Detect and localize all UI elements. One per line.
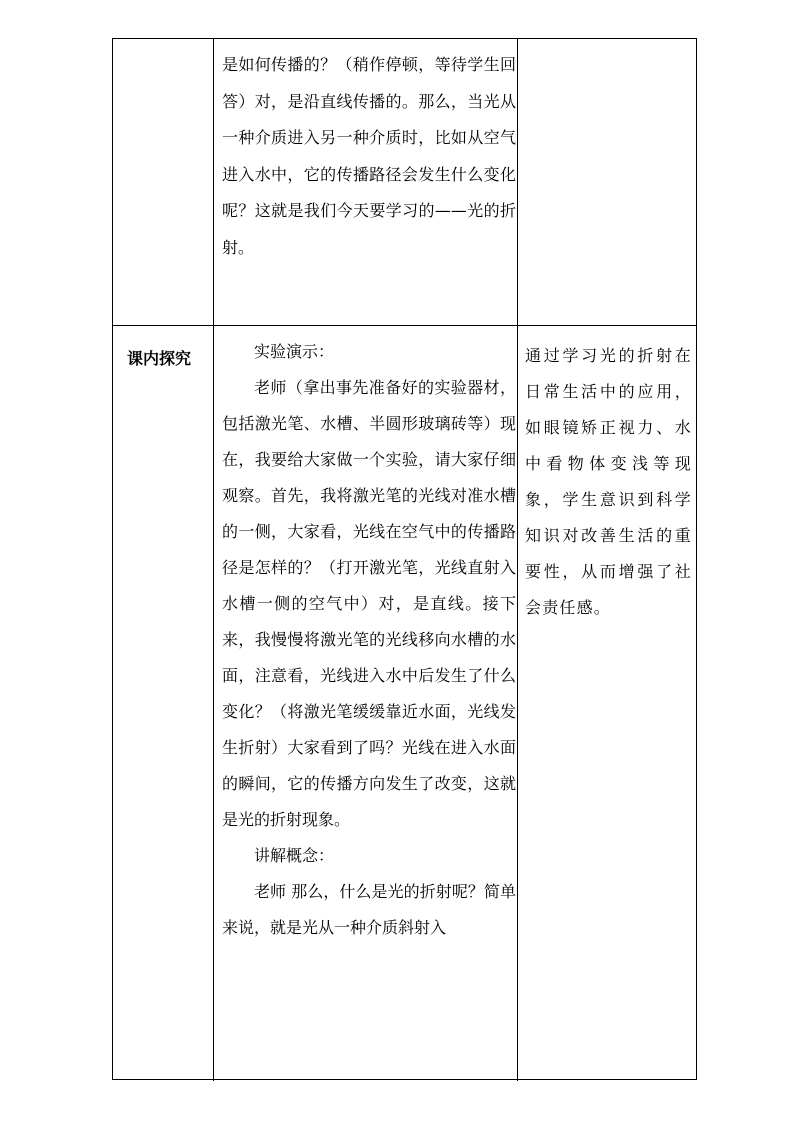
content-paragraph: 是如何传播的？（稍作停顿，等待学生回答）对，是沿直线传播的。那么，当光从一种介质进入另一种介质时，比如从空气进入水中，它的传播路径会发生什么变化呢？这就是我们今天要学习的——光的折射。 bbox=[222, 55, 516, 257]
table-row-intro bbox=[113, 39, 696, 326]
content-subheading: 实验演示： bbox=[254, 342, 335, 361]
content-paragraph: 老师 那么，什么是光的折射呢？简单来说，就是光从一种介质斜射入 bbox=[222, 882, 516, 937]
teaching-content-cell bbox=[213, 39, 517, 325]
design-intent-text: 通过学习光的折射在日常生活中的应用，如眼镜矫正视力、水中看物体变浅等现象，学生意识到科学知识对改善生活的重要性，从而增强了社会责任感。 bbox=[525, 346, 692, 617]
teaching-content-cell bbox=[213, 326, 517, 1081]
lesson-plan-table bbox=[112, 38, 697, 1080]
design-intent-cell bbox=[517, 326, 698, 1081]
content-subheading: 讲解概念： bbox=[254, 846, 335, 865]
section-label-cell bbox=[113, 326, 213, 1081]
content-paragraph: 老师（拿出事先准备好的实验器材，包括激光笔、水槽、半圆形玻璃砖等）现在，我要给大家做一个实验，请大家仔细观察。首先，我将激光笔的光线对准水槽的一侧，大家看，光线在空气中的传播路径是怎样的？（打开激光笔，光线直射入水槽一侧的空气中）对，是直线。接下来，我慢慢将激光笔的光线移向水槽的水面，注意看，光线进入水中后发生了什么变化？（将激光笔缓缓靠近水面，光线发生折射）大家看到了吗？光线在进入水面的瞬间，它的传播方向发生了改变，这就是光的折射现象。 bbox=[222, 378, 516, 829]
table-row-inquiry bbox=[113, 326, 696, 1081]
design-intent-cell bbox=[517, 39, 698, 325]
section-label: 课内探究 bbox=[127, 349, 192, 368]
section-label-cell bbox=[113, 39, 213, 325]
